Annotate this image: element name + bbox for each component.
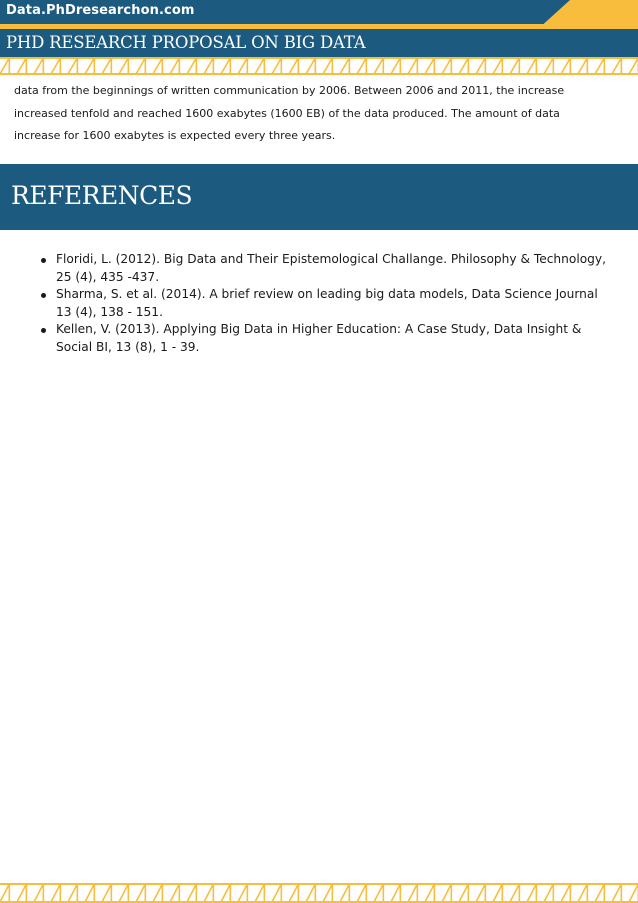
bullet-icon xyxy=(41,328,46,333)
bullet-icon xyxy=(41,258,46,263)
body-paragraph: data from the beginnings of written communication by 2006. Between 2006 and 2011, the increase increased tenfold and reached 1600 exabytes (1600 EB) of the data produced. The amount of data increase for 1600 exabytes is expected every three years. xyxy=(14,84,565,142)
reference-item xyxy=(56,321,616,356)
zigzag-border-top xyxy=(0,57,638,77)
reference-text: Sharma, S. et al. (2014). A brief review on leading big data models, Data Science Journal 13 (4), 138 - 151. xyxy=(56,287,598,319)
bullet-icon xyxy=(41,293,46,298)
references-banner xyxy=(0,164,638,230)
reference-item xyxy=(56,286,616,321)
references-list xyxy=(56,251,616,356)
title-banner xyxy=(0,29,638,57)
site-name: Data.PhDresearchon.com xyxy=(6,3,195,18)
reference-text: Floridi, L. (2012). Big Data and Their Epistemological Challange. Philosophy & Technology, 25 (4), 435 -437. xyxy=(56,252,607,284)
zigzag-border-bottom xyxy=(0,883,638,903)
reference-text: Kellen, V. (2013). Applying Big Data in Higher Education: A Case Study, Data Insight & Social BI, 13 (8), 1 - 39. xyxy=(56,322,582,354)
references-heading: REFERENCES xyxy=(11,181,193,210)
reference-item xyxy=(56,251,616,286)
page-title: PHD RESEARCH PROPOSAL ON BIG DATA xyxy=(6,33,366,52)
